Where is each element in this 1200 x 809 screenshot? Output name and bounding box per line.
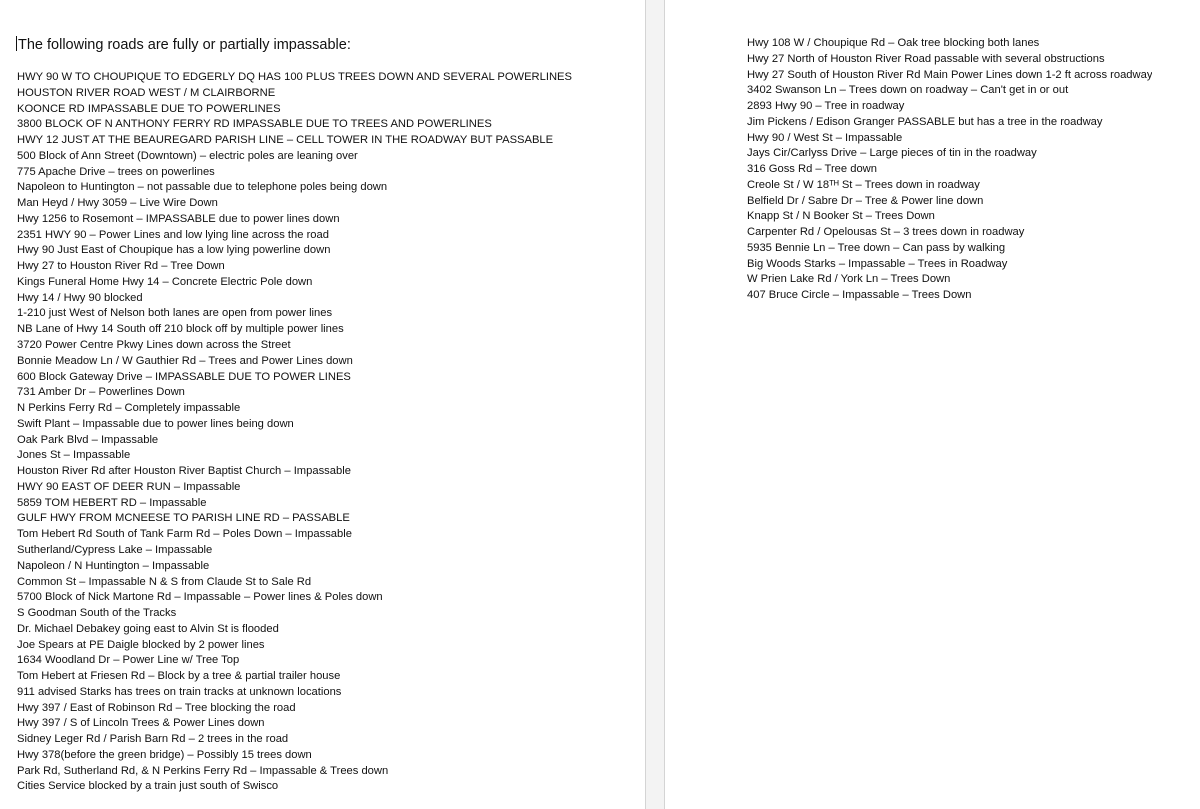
document-heading (16, 36, 351, 53)
road-entry: Park Rd, Sutherland Rd, & N Perkins Ferry Rd – Impassable & Trees down (17, 764, 389, 777)
road-entry: Common St – Impassable N & S from Claude St to Sale Rd (17, 575, 312, 588)
road-entry: Hwy 108 W / Choupique Rd – Oak tree blocking both lanes (747, 37, 1040, 49)
road-entry: Tom Hebert at Friesen Rd – Block by a tree & partial trailer house (17, 670, 341, 683)
road-entry: 3402 Swanson Ln – Trees down on roadway – Can't get in or out (747, 84, 1069, 97)
road-entry: 600 Block Gateway Drive – IMPASSABLE DUE TO POWER LINES (17, 370, 351, 383)
road-entry: Sidney Leger Rd / Parish Barn Rd – 2 trees in the road (17, 733, 289, 746)
road-entry: S Goodman South of the Tracks (17, 607, 177, 620)
road-entry: Carpenter Rd / Opelousas St – 3 trees down in roadway (747, 226, 1025, 239)
road-entry: Big Woods Starks – Impassable – Trees in Roadway (747, 257, 1008, 270)
road-list-left (17, 70, 572, 795)
road-entry: Oak Park Blvd – Impassable (17, 433, 159, 446)
road-entry: Creole St / W 18ᵀᴴ St – Trees down in roadway (747, 178, 980, 191)
road-entry: 1634 Woodland Dr – Power Line w/ Tree Top (17, 654, 240, 667)
road-entry: Hwy 27 South of Houston River Rd Main Power Lines down 1-2 ft across roadway (747, 68, 1153, 81)
text-cursor (16, 36, 17, 51)
road-entry: 1-210 just West of Nelson both lanes are open from power lines (17, 307, 333, 320)
page-right[interactable] (665, 0, 1200, 809)
road-entry: Hwy 397 / East of Robinson Rd – Tree blocking the road (17, 701, 296, 714)
road-entry: 500 Block of Ann Street (Downtown) – electric poles are leaning over (17, 149, 358, 162)
road-entry: 775 Apache Drive – trees on powerlines (17, 165, 215, 178)
road-list-right (747, 36, 1152, 304)
road-entry: 911 advised Starks has trees on train tracks at unknown locations (17, 685, 342, 698)
road-entry: 407 Bruce Circle – Impassable – Trees Down (747, 289, 972, 302)
road-entry: Hwy 14 / Hwy 90 blocked (17, 291, 143, 304)
road-entry: Knapp St / N Booker St – Trees Down (747, 210, 935, 223)
road-entry: Joe Spears at PE Daigle blocked by 2 power lines (17, 638, 265, 651)
road-entry: Hwy 90 / West St – Impassable (747, 131, 903, 144)
road-entry: Napoleon / N Huntington – Impassable (17, 559, 210, 572)
road-entry: 2351 HWY 90 – Power Lines and low lying line across the road (17, 228, 329, 241)
road-entry: Tom Hebert Rd South of Tank Farm Rd – Poles Down – Impassable (17, 528, 352, 541)
road-entry: Bonnie Meadow Ln / W Gauthier Rd – Trees and Power Lines down (17, 354, 353, 367)
road-entry: 2893 Hwy 90 – Tree in roadway (747, 100, 905, 113)
road-entry: 3720 Power Centre Pkwy Lines down across the Street (17, 339, 291, 352)
road-entry: Man Heyd / Hwy 3059 – Live Wire Down (17, 197, 218, 210)
road-entry: Houston River Rd after Houston River Baptist Church – Impassable (17, 465, 351, 478)
road-entry: 5859 TOM HEBERT RD – Impassable (17, 496, 207, 509)
road-entry: 316 Goss Rd – Tree down (747, 163, 877, 176)
road-entry: HWY 90 EAST OF DEER RUN – Impassable (17, 480, 241, 493)
road-entry: Hwy 27 North of Houston River Road passable with several obstructions (747, 52, 1105, 65)
road-entry: W Prien Lake Rd / York Ln – Trees Down (747, 273, 951, 286)
heading-text: The following roads are fully or partially impassable: (18, 37, 351, 53)
road-entry: Hwy 27 to Houston River Rd – Tree Down (17, 260, 225, 273)
road-entry: 5700 Block of Nick Martone Rd – Impassable – Power lines & Poles down (17, 591, 383, 604)
road-entry: Hwy 378(before the green bridge) – Possibly 15 trees down (17, 748, 312, 761)
road-entry: Belfield Dr / Sabre Dr – Tree & Power line down (747, 194, 984, 207)
road-entry: Kings Funeral Home Hwy 14 – Concrete Electric Pole down (17, 275, 313, 288)
road-entry: 5935 Bennie Ln – Tree down – Can pass by walking (747, 241, 1006, 254)
road-entry: 731 Amber Dr – Powerlines Down (17, 386, 185, 399)
road-entry: Jays Cir/Carlyss Drive – Large pieces of tin in the roadway (747, 147, 1037, 160)
road-entry: Hwy 90 Just East of Choupique has a low lying powerline down (17, 244, 331, 257)
road-entry: Cities Service blocked by a train just south of Swisco (17, 780, 279, 793)
page-separator (645, 0, 665, 809)
road-entry: NB Lane of Hwy 14 South off 210 block off by multiple power lines (17, 323, 344, 336)
road-entry: HWY 90 W TO CHOUPIQUE TO EDGERLY DQ HAS 100 PLUS TREES DOWN AND SEVERAL POWERLINES (17, 71, 572, 83)
road-entry: HOUSTON RIVER ROAD WEST / M CLAIRBORNE (17, 86, 276, 99)
road-entry: Dr. Michael Debakey going east to Alvin St is flooded (17, 622, 279, 635)
road-entry: GULF HWY FROM MCNEESE TO PARISH LINE RD – PASSABLE (17, 512, 350, 525)
road-entry: Sutherland/Cypress Lake – Impassable (17, 543, 213, 556)
road-entry: Jones St – Impassable (17, 449, 131, 462)
road-entry: N Perkins Ferry Rd – Completely impassable (17, 402, 241, 415)
road-entry: KOONCE RD IMPASSABLE DUE TO POWERLINES (17, 102, 281, 115)
road-entry: Swift Plant – Impassable due to power lines being down (17, 417, 294, 430)
road-entry: Napoleon to Huntington – not passable due to telephone poles being down (17, 181, 388, 194)
road-entry: Jim Pickens / Edison Granger PASSABLE but has a tree in the roadway (747, 115, 1103, 128)
road-entry: Hwy 397 / S of Lincoln Trees & Power Lines down (17, 717, 265, 730)
road-entry: HWY 12 JUST AT THE BEAUREGARD PARISH LINE – CELL TOWER IN THE ROADWAY BUT PASSABLE (17, 134, 554, 147)
road-entry: 3800 BLOCK OF N ANTHONY FERRY RD IMPASSABLE DUE TO TREES AND POWERLINES (17, 118, 492, 131)
road-entry: Hwy 1256 to Rosemont – IMPASSABLE due to power lines down (17, 212, 340, 225)
